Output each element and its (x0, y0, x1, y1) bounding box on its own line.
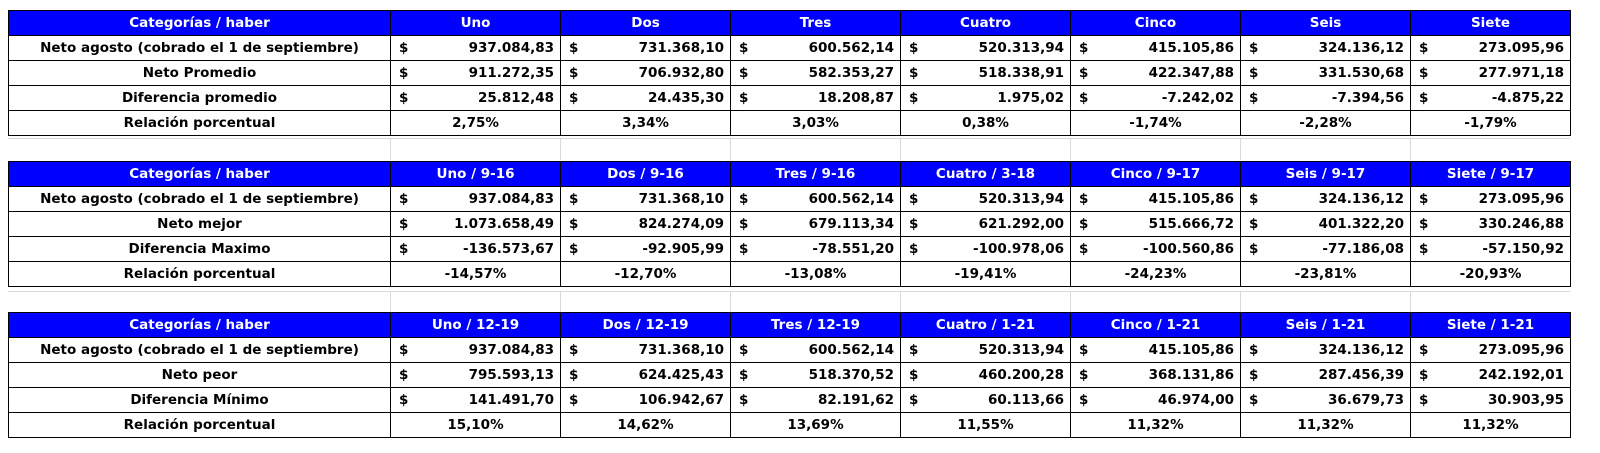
currency-symbol: $ (909, 65, 919, 81)
amount-value: 1.073.658,49 (454, 216, 554, 232)
currency-symbol: $ (1249, 241, 1259, 257)
currency-cell[interactable] (561, 36, 731, 61)
gridline (1410, 138, 1411, 160)
header-cell-column[interactable]: Uno / 12-19 (391, 313, 561, 338)
currency-cell[interactable] (1071, 36, 1241, 61)
header-row (9, 313, 1571, 338)
amount-value: 520.313,94 (978, 342, 1064, 358)
header-cell-column[interactable]: Siete / 1-21 (1411, 313, 1571, 338)
currency-symbol: $ (569, 216, 579, 232)
currency-cell[interactable] (1411, 61, 1571, 86)
amount-value: -4.875,22 (1491, 90, 1564, 106)
currency-cell[interactable] (901, 61, 1071, 86)
currency-cell[interactable] (1241, 338, 1411, 363)
currency-cell[interactable] (1411, 36, 1571, 61)
amount-value: 82.191,62 (817, 392, 894, 408)
currency-cell[interactable] (901, 86, 1071, 111)
gridline (560, 138, 561, 160)
gridline (1240, 291, 1241, 313)
table-row (9, 111, 1571, 136)
currency-cell[interactable] (1411, 388, 1571, 413)
amount-value: 460.200,28 (978, 367, 1064, 383)
amount-value: 937.084,83 (468, 191, 554, 207)
header-cell-column[interactable]: Cuatro / 1-21 (901, 313, 1071, 338)
currency-cell[interactable] (901, 338, 1071, 363)
amount-value: 415.105,86 (1148, 191, 1234, 207)
amount-value: 621.292,00 (978, 216, 1064, 232)
table-row (9, 413, 1571, 438)
percent-cell[interactable]: 15,10% (391, 413, 561, 438)
percent-cell[interactable]: 3,34% (561, 111, 731, 136)
currency-symbol: $ (1249, 65, 1259, 81)
currency-symbol: $ (1419, 191, 1429, 207)
currency-cell[interactable] (731, 338, 901, 363)
table-row (9, 187, 1571, 212)
currency-cell[interactable] (1241, 187, 1411, 212)
currency-symbol: $ (739, 216, 749, 232)
header-cell-column[interactable]: Tres / 9-16 (731, 162, 901, 187)
currency-symbol: $ (1419, 392, 1429, 408)
gridline (390, 138, 391, 160)
amount-value: -77.186,08 (1322, 241, 1404, 257)
currency-symbol: $ (1079, 241, 1089, 257)
currency-symbol: $ (569, 241, 579, 257)
currency-cell[interactable] (1411, 86, 1571, 111)
currency-cell[interactable] (561, 338, 731, 363)
currency-symbol: $ (1079, 216, 1089, 232)
amount-value: 624.425,43 (638, 367, 724, 383)
currency-cell[interactable] (561, 237, 731, 262)
amount-value: -7.242,02 (1161, 90, 1234, 106)
currency-cell[interactable] (731, 363, 901, 388)
amount-value: -57.150,92 (1482, 241, 1564, 257)
amount-value: 273.095,96 (1478, 342, 1564, 358)
percent-cell[interactable]: -14,57% (391, 262, 561, 287)
currency-cell[interactable] (561, 61, 731, 86)
gridline (560, 291, 561, 313)
percent-cell[interactable]: -1,74% (1071, 111, 1241, 136)
amount-value: 731.368,10 (638, 191, 724, 207)
amount-value: 36.679,73 (1327, 392, 1404, 408)
currency-symbol: $ (1079, 191, 1089, 207)
table-block-1 (8, 10, 1571, 136)
gridline (1070, 138, 1071, 160)
amount-value: 277.971,18 (1478, 65, 1564, 81)
table-block-2 (8, 161, 1571, 287)
currency-cell[interactable] (731, 61, 901, 86)
currency-cell[interactable] (1071, 61, 1241, 86)
gridline (1070, 291, 1071, 313)
header-cell-column[interactable]: Siete (1411, 11, 1571, 36)
currency-cell[interactable] (1241, 36, 1411, 61)
currency-symbol: $ (399, 241, 409, 257)
table-row (9, 262, 1571, 287)
table-block-3 (8, 312, 1571, 438)
currency-symbol: $ (1079, 90, 1089, 106)
currency-cell[interactable] (1241, 363, 1411, 388)
currency-symbol: $ (739, 367, 749, 383)
currency-symbol: $ (1079, 40, 1089, 56)
amount-value: 731.368,10 (638, 342, 724, 358)
currency-symbol: $ (739, 342, 749, 358)
currency-cell[interactable] (561, 363, 731, 388)
currency-symbol: $ (569, 342, 579, 358)
currency-cell[interactable] (901, 237, 1071, 262)
header-cell-column[interactable]: Uno (391, 11, 561, 36)
header-cell-column[interactable]: Seis (1241, 11, 1411, 36)
amount-value: 273.095,96 (1478, 40, 1564, 56)
amount-value: 46.974,00 (1157, 392, 1234, 408)
amount-value: 824.274,09 (638, 216, 724, 232)
currency-cell[interactable] (1241, 237, 1411, 262)
row-label-cell[interactable]: Relación porcentual (9, 413, 391, 438)
row-label-cell[interactable]: Diferencia promedio (9, 86, 391, 111)
amount-value: 937.084,83 (468, 40, 554, 56)
percent-cell[interactable]: 14,62% (561, 413, 731, 438)
amount-value: -7.394,56 (1331, 90, 1404, 106)
amount-value: -78.551,20 (812, 241, 894, 257)
currency-symbol: $ (569, 90, 579, 106)
row-label-cell[interactable]: Diferencia Mínimo (9, 388, 391, 413)
row-label-cell[interactable]: Neto agosto (cobrado el 1 de septiembre) (9, 338, 391, 363)
amount-value: 106.942,67 (638, 392, 724, 408)
currency-cell[interactable] (731, 212, 901, 237)
amount-value: 911.272,35 (468, 65, 554, 81)
table-row (9, 363, 1571, 388)
percent-cell[interactable]: -2,28% (1241, 111, 1411, 136)
currency-cell[interactable] (1071, 212, 1241, 237)
currency-symbol: $ (739, 241, 749, 257)
currency-cell[interactable] (901, 388, 1071, 413)
amount-value: -100.978,06 (972, 241, 1064, 257)
currency-symbol: $ (739, 40, 749, 56)
currency-cell[interactable] (391, 212, 561, 237)
header-row (9, 162, 1571, 187)
amount-value: 600.562,14 (808, 191, 894, 207)
amount-value: 25.812,48 (477, 90, 554, 106)
amount-value: 18.208,87 (817, 90, 894, 106)
amount-value: 324.136,12 (1318, 342, 1404, 358)
currency-cell[interactable] (1241, 61, 1411, 86)
amount-value: 582.353,27 (808, 65, 894, 81)
percent-cell[interactable]: 13,69% (731, 413, 901, 438)
currency-cell[interactable] (1241, 86, 1411, 111)
currency-cell[interactable] (901, 187, 1071, 212)
currency-cell[interactable] (731, 388, 901, 413)
amount-value: 401.322,20 (1318, 216, 1404, 232)
amount-value: 515.666,72 (1148, 216, 1234, 232)
currency-symbol: $ (569, 367, 579, 383)
amount-value: 600.562,14 (808, 342, 894, 358)
percent-cell[interactable]: 11,32% (1241, 413, 1411, 438)
currency-cell[interactable] (1071, 388, 1241, 413)
gridline (1240, 138, 1241, 160)
row-label-cell[interactable]: Neto Promedio (9, 61, 391, 86)
amount-value: 330.246,88 (1478, 216, 1564, 232)
row-label-cell[interactable]: Relación porcentual (9, 111, 391, 136)
table-row (9, 86, 1571, 111)
header-cell-column[interactable]: Cuatro / 3-18 (901, 162, 1071, 187)
currency-cell[interactable] (731, 36, 901, 61)
header-cell-column[interactable]: Cinco / 9-17 (1071, 162, 1241, 187)
currency-symbol: $ (739, 90, 749, 106)
header-cell-column[interactable]: Siete / 9-17 (1411, 162, 1571, 187)
amount-value: 242.192,01 (1478, 367, 1564, 383)
currency-symbol: $ (739, 65, 749, 81)
currency-symbol: $ (399, 90, 409, 106)
header-cell-category[interactable]: Categorías / haber (9, 162, 391, 187)
currency-symbol: $ (399, 65, 409, 81)
header-cell-column[interactable]: Cinco / 1-21 (1071, 313, 1241, 338)
amount-value: 600.562,14 (808, 40, 894, 56)
currency-cell[interactable] (391, 363, 561, 388)
currency-symbol: $ (399, 342, 409, 358)
row-label-cell[interactable]: Neto mejor (9, 212, 391, 237)
row-label-cell[interactable]: Neto agosto (cobrado el 1 de septiembre) (9, 36, 391, 61)
percent-cell[interactable]: -24,23% (1071, 262, 1241, 287)
percent-cell[interactable]: 0,38% (901, 111, 1071, 136)
amount-value: 368.131,86 (1148, 367, 1234, 383)
currency-cell[interactable] (1411, 212, 1571, 237)
currency-cell[interactable] (1411, 187, 1571, 212)
currency-cell[interactable] (1071, 237, 1241, 262)
currency-symbol: $ (1419, 40, 1429, 56)
currency-symbol: $ (399, 40, 409, 56)
currency-cell[interactable] (901, 36, 1071, 61)
amount-value: 937.084,83 (468, 342, 554, 358)
gridline (900, 138, 901, 160)
currency-cell[interactable] (391, 237, 561, 262)
currency-cell[interactable] (391, 61, 561, 86)
currency-cell[interactable] (731, 187, 901, 212)
table-row (9, 237, 1571, 262)
currency-cell[interactable] (561, 212, 731, 237)
currency-symbol: $ (909, 216, 919, 232)
amount-value: 331.530,68 (1318, 65, 1404, 81)
currency-symbol: $ (399, 216, 409, 232)
currency-cell[interactable] (1071, 338, 1241, 363)
currency-cell[interactable] (731, 86, 901, 111)
currency-symbol: $ (399, 191, 409, 207)
table-row (9, 388, 1571, 413)
amount-value: 24.435,30 (647, 90, 724, 106)
table-row (9, 338, 1571, 363)
row-label-cell[interactable]: Relación porcentual (9, 262, 391, 287)
header-cell-column[interactable]: Seis / 1-21 (1241, 313, 1411, 338)
currency-symbol: $ (1419, 342, 1429, 358)
percent-cell[interactable]: -13,08% (731, 262, 901, 287)
amount-value: -136.573,67 (462, 241, 554, 257)
currency-cell[interactable] (901, 212, 1071, 237)
amount-value: 795.593,13 (468, 367, 554, 383)
amount-value: 731.368,10 (638, 40, 724, 56)
currency-symbol: $ (1419, 65, 1429, 81)
amount-value: -100.560,86 (1142, 241, 1234, 257)
currency-symbol: $ (739, 191, 749, 207)
amount-value: 273.095,96 (1478, 191, 1564, 207)
currency-symbol: $ (399, 392, 409, 408)
currency-symbol: $ (399, 367, 409, 383)
amount-value: -92.905,99 (642, 241, 724, 257)
amount-value: 141.491,70 (468, 392, 554, 408)
currency-cell[interactable] (391, 36, 561, 61)
gridline (900, 291, 901, 313)
currency-symbol: $ (1079, 367, 1089, 383)
row-label-cell[interactable]: Diferencia Maximo (9, 237, 391, 262)
gridline (730, 138, 731, 160)
amount-value: 415.105,86 (1148, 342, 1234, 358)
currency-symbol: $ (1249, 367, 1259, 383)
gridline (730, 291, 731, 313)
currency-symbol: $ (1249, 90, 1259, 106)
amount-value: 287.456,39 (1318, 367, 1404, 383)
currency-symbol: $ (1249, 216, 1259, 232)
currency-symbol: $ (1419, 241, 1429, 257)
amount-value: 422.347,88 (1148, 65, 1234, 81)
currency-cell[interactable] (1411, 237, 1571, 262)
gridline (390, 291, 391, 313)
currency-symbol: $ (909, 191, 919, 207)
currency-cell[interactable] (1411, 338, 1571, 363)
table-row (9, 212, 1571, 237)
amount-value: 324.136,12 (1318, 40, 1404, 56)
amount-value: 520.313,94 (978, 40, 1064, 56)
percent-cell[interactable]: 11,32% (1071, 413, 1241, 438)
table-row (9, 36, 1571, 61)
currency-symbol: $ (1249, 392, 1259, 408)
amount-value: 60.113,66 (987, 392, 1064, 408)
amount-value: 679.113,34 (808, 216, 894, 232)
currency-symbol: $ (1249, 40, 1259, 56)
currency-symbol: $ (909, 392, 919, 408)
currency-cell[interactable] (731, 237, 901, 262)
currency-symbol: $ (1419, 90, 1429, 106)
currency-cell[interactable] (561, 388, 731, 413)
currency-symbol: $ (909, 90, 919, 106)
currency-symbol: $ (569, 40, 579, 56)
percent-cell[interactable]: 11,32% (1411, 413, 1571, 438)
currency-cell[interactable] (1071, 363, 1241, 388)
currency-cell[interactable] (1071, 86, 1241, 111)
currency-cell[interactable] (1411, 363, 1571, 388)
header-cell-column[interactable]: Dos (561, 11, 731, 36)
percent-cell[interactable]: 2,75% (391, 111, 561, 136)
row-label-cell[interactable]: Neto peor (9, 363, 391, 388)
header-cell-column[interactable]: Uno / 9-16 (391, 162, 561, 187)
currency-cell[interactable] (391, 338, 561, 363)
amount-value: 706.932,80 (638, 65, 724, 81)
currency-symbol: $ (909, 241, 919, 257)
header-cell-column[interactable]: Cinco (1071, 11, 1241, 36)
amount-value: 518.338,91 (978, 65, 1064, 81)
percent-cell[interactable]: 11,55% (901, 413, 1071, 438)
amount-value: 520.313,94 (978, 191, 1064, 207)
header-cell-category[interactable]: Categorías / haber (9, 11, 391, 36)
currency-symbol: $ (909, 342, 919, 358)
currency-cell[interactable] (1241, 212, 1411, 237)
percent-cell[interactable]: -12,70% (561, 262, 731, 287)
amount-value: 324.136,12 (1318, 191, 1404, 207)
currency-symbol: $ (1249, 342, 1259, 358)
currency-cell[interactable] (1241, 388, 1411, 413)
currency-symbol: $ (1419, 367, 1429, 383)
gridline (1410, 291, 1411, 313)
currency-symbol: $ (909, 40, 919, 56)
percent-cell[interactable]: -19,41% (901, 262, 1071, 287)
currency-cell[interactable] (901, 363, 1071, 388)
currency-cell[interactable] (391, 86, 561, 111)
currency-symbol: $ (1079, 392, 1089, 408)
amount-value: 30.903,95 (1487, 392, 1564, 408)
header-cell-column[interactable]: Tres (731, 11, 901, 36)
currency-symbol: $ (1079, 65, 1089, 81)
amount-value: 415.105,86 (1148, 40, 1234, 56)
header-cell-column[interactable]: Tres / 12-19 (731, 313, 901, 338)
currency-cell[interactable] (391, 388, 561, 413)
percent-cell[interactable]: -23,81% (1241, 262, 1411, 287)
currency-cell[interactable] (561, 187, 731, 212)
header-cell-column[interactable]: Seis / 9-17 (1241, 162, 1411, 187)
currency-cell[interactable] (1071, 187, 1241, 212)
header-cell-column[interactable]: Cuatro (901, 11, 1071, 36)
percent-cell[interactable]: -1,79% (1411, 111, 1571, 136)
gridline (8, 138, 1570, 139)
amount-value: 518.370,52 (808, 367, 894, 383)
currency-cell[interactable] (561, 86, 731, 111)
header-row (9, 11, 1571, 36)
currency-symbol: $ (569, 392, 579, 408)
currency-symbol: $ (1249, 191, 1259, 207)
currency-symbol: $ (569, 65, 579, 81)
header-cell-column[interactable]: Dos / 12-19 (561, 313, 731, 338)
currency-cell[interactable] (391, 187, 561, 212)
currency-symbol: $ (909, 367, 919, 383)
amount-value: 1.975,02 (997, 90, 1064, 106)
currency-symbol: $ (569, 191, 579, 207)
currency-symbol: $ (1419, 216, 1429, 232)
header-cell-column[interactable]: Dos / 9-16 (561, 162, 731, 187)
percent-cell[interactable]: -20,93% (1411, 262, 1571, 287)
percent-cell[interactable]: 3,03% (731, 111, 901, 136)
header-cell-category[interactable]: Categorías / haber (9, 313, 391, 338)
currency-symbol: $ (1079, 342, 1089, 358)
table-row (9, 61, 1571, 86)
gridline (8, 291, 1570, 292)
row-label-cell[interactable]: Neto agosto (cobrado el 1 de septiembre) (9, 187, 391, 212)
currency-symbol: $ (739, 392, 749, 408)
